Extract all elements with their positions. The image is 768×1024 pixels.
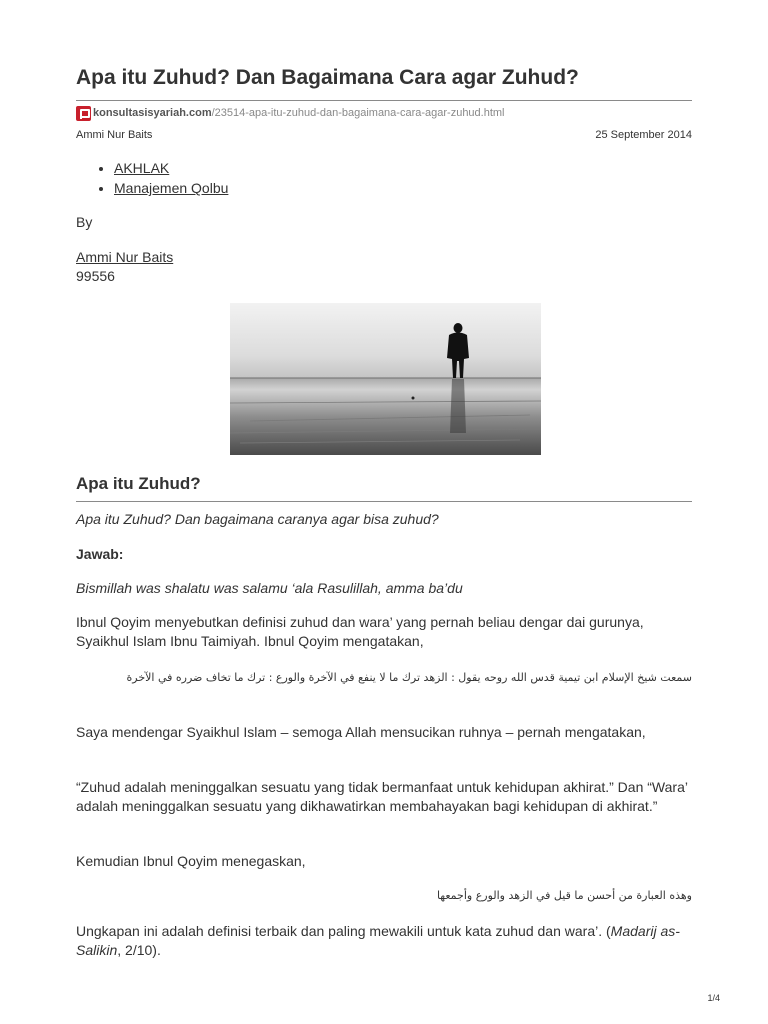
arabic-quote-1: سمعت شيخ الإسلام ابن تيمية قدس الله روحه يقول : الزهد ترك ما لا ينفع في الآخرة والورع : ترك ما تخاف ضرره في الآخرة bbox=[126, 671, 692, 684]
author-block bbox=[76, 248, 692, 286]
meta-date: 25 September 2014 bbox=[595, 129, 692, 141]
reference-title: Madarij as-Salikin bbox=[76, 923, 680, 958]
answer-label: Jawab: bbox=[76, 546, 124, 562]
section-divider bbox=[76, 501, 692, 502]
konsultasisyariah-logo-icon bbox=[76, 106, 91, 121]
person-standing-in-sea-photo bbox=[230, 303, 541, 455]
source-domain[interactable]: konsultasisyariah.com bbox=[93, 107, 212, 119]
paragraph-2: Saya mendengar Syaikhul Islam – semoga Allah mensucikan ruhnya – pernah mengatakan, bbox=[76, 724, 646, 740]
list-item bbox=[114, 178, 228, 198]
category-link-manajemen-qolbu[interactable]: Manajemen Qolbu bbox=[114, 180, 229, 196]
by-label: By bbox=[76, 214, 93, 230]
section-heading: Apa itu Zuhud? bbox=[76, 474, 201, 493]
question-text: Apa itu Zuhud? Dan bagaimana caranya agar bisa zuhud? bbox=[76, 511, 439, 527]
arabic-quote-2: وهذه العبارة من أحسن ما قيل في الزهد والورع وأجمعها bbox=[436, 889, 692, 902]
meta-author: Ammi Nur Baits bbox=[76, 129, 153, 141]
list-item bbox=[114, 158, 228, 178]
source-path[interactable]: /23514-apa-itu-zuhud-dan-bagaimana-cara-agar-zuhud.html bbox=[211, 107, 505, 119]
category-link-akhlak[interactable]: AKHLAK bbox=[114, 160, 170, 176]
article-meta bbox=[76, 129, 692, 141]
paragraph-3: “Zuhud adalah meninggalkan sesuatu yang tidak bermanfaat untuk kehidupan akhirat.” Dan “Wara’ adalah meninggalkan sesuatu yang dikhawatirkan membahayakan bagi kehidupan di akhirat.” bbox=[76, 779, 688, 814]
author-link[interactable]: Ammi Nur Baits bbox=[76, 249, 174, 265]
paragraph-1: Ibnul Qoyim menyebutkan definisi zuhud dan wara’ yang pernah beliau dengar dai gurunya, Syaikhul Islam Ibnu Taimiyah. Ibnul Qoyim mengatakan, bbox=[76, 614, 644, 649]
page-number: 1/4 bbox=[707, 993, 720, 1003]
category-list bbox=[76, 158, 228, 198]
paragraph-5: Ungkapan ini adalah definisi terbaik dan paling mewakili untuk kata zuhud dan wara’. (Madarij as-Salikin, 2/10). bbox=[76, 923, 680, 958]
title-divider bbox=[76, 100, 692, 101]
source-url[interactable] bbox=[76, 105, 505, 121]
page-title: Apa itu Zuhud? Dan Bagaimana Cara agar Zuhud? bbox=[76, 66, 579, 89]
opening-text: Bismillah was shalatu was salamu ‘ala Rasulillah, amma ba’du bbox=[76, 580, 463, 596]
view-count: 99556 bbox=[76, 268, 115, 284]
paragraph-4: Kemudian Ibnul Qoyim menegaskan, bbox=[76, 853, 306, 869]
